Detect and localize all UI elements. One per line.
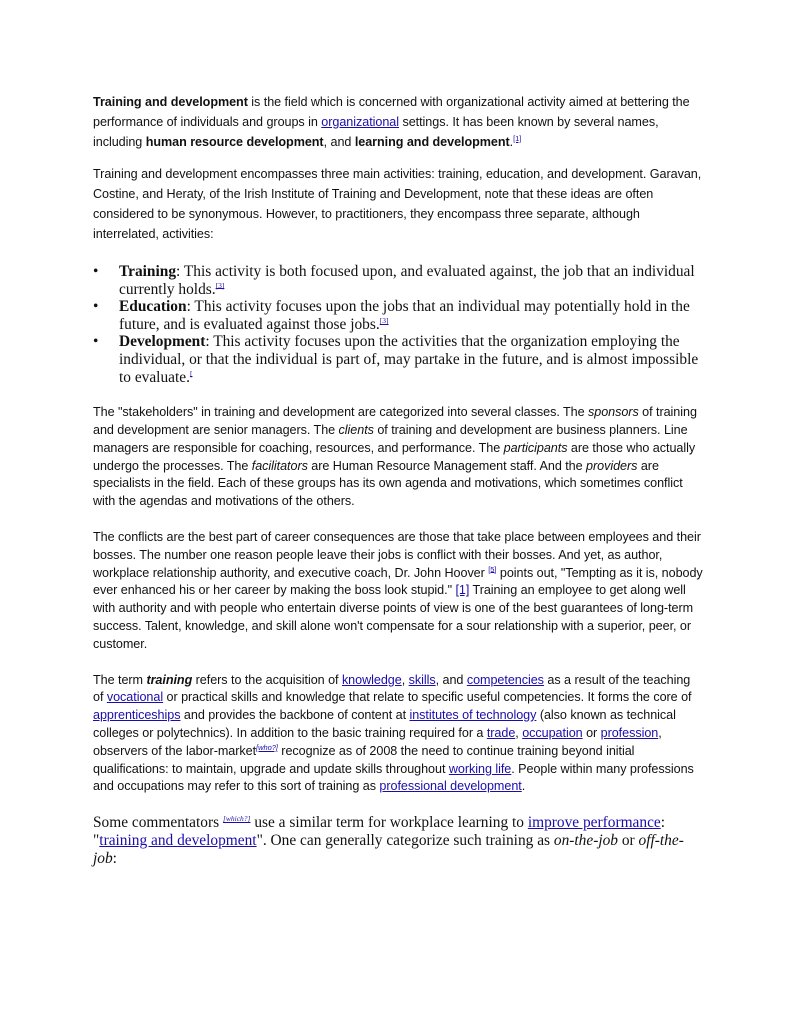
training-term-text-7: (also known as technical colleges or polytechnics). In addition to the basic training required for a bbox=[93, 708, 676, 740]
stakeholders-text-4: are Human Resource Management staff. And the bbox=[307, 458, 587, 473]
citation-1-inline[interactable]: [1] bbox=[455, 583, 470, 598]
link-trade[interactable]: trade bbox=[486, 725, 516, 740]
term-providers: providers bbox=[586, 458, 638, 473]
list-item-training bbox=[93, 263, 703, 298]
bullet-icon: • bbox=[93, 298, 99, 316]
term-learning-and-development: learning and development bbox=[354, 135, 510, 149]
stakeholders-text-1: of training and development are senior managers. The bbox=[93, 405, 697, 437]
conflicts-text-1: points out, "Tempting as it is, nobody ever enhanced his or her career by making the boss look stupid." bbox=[93, 565, 703, 598]
activities-list bbox=[93, 263, 703, 386]
link-organizational[interactable]: organizational bbox=[321, 115, 399, 129]
training-term-text-12: . People within many professions and occupations may refer to this sort of training as bbox=[93, 761, 694, 794]
commentators-text-2: : " bbox=[93, 814, 666, 850]
commentators-text-3: ". One can generally categorize such training as bbox=[256, 832, 554, 850]
term-hrd: human resource development bbox=[145, 135, 324, 149]
stakeholders-text-5: are specialists in the field. Each of these groups has its own agenda and motivations, which sometimes conflict with the agendas and motivations of the others. bbox=[93, 458, 683, 509]
link-profession[interactable]: profession bbox=[600, 725, 659, 740]
link-professional-development[interactable]: professional development bbox=[379, 779, 522, 794]
term-development: Development bbox=[119, 333, 206, 351]
link-working-life[interactable]: working life bbox=[448, 761, 512, 776]
training-term-text-8: , bbox=[515, 725, 523, 740]
intro-text-4: . bbox=[509, 135, 514, 149]
training-term-text-11: recognize as of 2008 the need to continue training beyond initial qualifications: to maintain, upgrade and update skills throughout bbox=[93, 743, 635, 776]
citation-3[interactable]: [3] bbox=[379, 315, 389, 325]
list-item-development bbox=[93, 333, 703, 386]
training-term-text-6: and provides the backbone of content at bbox=[180, 708, 410, 723]
bullet-icon: • bbox=[93, 263, 99, 280]
training-term-text-1: refers to the acquisition of bbox=[192, 672, 342, 687]
conflicts-text-2: Training an employee to get along well with authority and with people who entertain diverse points of view is one of the best guarantees of long-term success. Talent, knowledge, and skill alone won't compensate for a sour relationship with a superior, peer, or customer. bbox=[93, 583, 694, 651]
citation-who[interactable]: [who?] bbox=[256, 742, 278, 752]
stakeholders-paragraph bbox=[93, 404, 703, 511]
stakeholders-text-2: of training and development are business planners. Line managers are responsible for coaching, resources, and performance. The bbox=[93, 422, 688, 455]
intro-text-2: settings. It has been known by several names, including bbox=[93, 115, 659, 149]
term-off-the-job: off-the-job bbox=[93, 832, 684, 868]
link-competencies[interactable]: competencies bbox=[466, 672, 544, 687]
link-apprenticeships[interactable]: apprenticeships bbox=[93, 708, 181, 723]
stakeholders-text-3: are those who actually undergo the processes. The bbox=[93, 440, 696, 473]
link-occupation[interactable]: occupation bbox=[522, 725, 583, 740]
stakeholders-text-0: The "stakeholders" in training and development are categorized into several classes. The bbox=[93, 405, 588, 420]
link-skills[interactable]: skills bbox=[408, 672, 436, 687]
link-institutes-of-technology[interactable]: institutes of technology bbox=[409, 708, 537, 723]
activities-paragraph: Training and development encompasses three main activities: training, education, and development. Garavan, Costine, and Heraty, of the Irish Institute of Training and Development, note that these ideas are often considered to be synonymous. However, to practitioners, they encompass three separate, although interrelated, activities: bbox=[93, 167, 702, 241]
list-item-education bbox=[93, 298, 703, 333]
term-sponsors: sponsors bbox=[588, 405, 639, 420]
link-improve-performance[interactable]: improve performance bbox=[527, 814, 661, 832]
citation-1[interactable]: [1] bbox=[513, 133, 522, 143]
term-on-the-job: on-the-job bbox=[553, 832, 618, 850]
conflicts-text-0: The conflicts are the best part of career consequences are those that take place between employees and their bosses. The number one reason people leave their jobs is conflict with their bosses. And yet, as author, workplace relationship authority, and executive coach, Dr. John Hoover bbox=[93, 529, 701, 580]
training-term-text-4: as a result of the teaching of bbox=[93, 672, 691, 705]
commentators-paragraph bbox=[93, 814, 703, 868]
link-vocational[interactable]: vocational bbox=[106, 690, 164, 705]
commentators-text-0: Some commentators bbox=[93, 814, 223, 832]
intro-paragraph bbox=[93, 92, 703, 152]
link-knowledge[interactable]: knowledge bbox=[341, 672, 402, 687]
training-term-text-9: or bbox=[582, 725, 601, 740]
citation-broken[interactable]: [ bbox=[189, 368, 193, 378]
conflicts-paragraph bbox=[93, 529, 703, 654]
term-participants: participants bbox=[503, 440, 568, 455]
intro-text-3: , and bbox=[323, 135, 355, 149]
term-training-bold-italic: training bbox=[146, 672, 193, 687]
training-term-text-13: . bbox=[521, 779, 526, 794]
commentators-text-4: or bbox=[618, 832, 639, 850]
term-facilitators: facilitators bbox=[251, 458, 308, 473]
link-training-and-development[interactable]: training and development bbox=[99, 832, 257, 850]
training-text: : This activity is both focused upon, and evaluated against, the job that an individual currently holds. bbox=[119, 263, 695, 298]
training-term-text-10: , observers of the labor-market bbox=[93, 725, 662, 758]
training-term-text-5: or practical skills and knowledge that relate to specific useful competencies. It forms the core of bbox=[163, 690, 692, 705]
commentators-text-1: use a similar term for workplace learning to bbox=[250, 814, 528, 832]
intro-text-1: is the field which is concerned with organizational activity aimed at bettering the performance of individuals and groups in bbox=[93, 95, 690, 129]
training-term-paragraph bbox=[93, 672, 703, 797]
commentators-text-5: : bbox=[112, 850, 117, 868]
term-training: Training bbox=[119, 263, 177, 280]
training-term-text-0: The term bbox=[93, 672, 147, 687]
education-text: : This activity focuses upon the jobs that an individual may potentially hold in the future, and is evaluated against those jobs. bbox=[119, 298, 690, 333]
citation-5[interactable]: [5] bbox=[488, 564, 497, 574]
term-training-and-development: Training and development bbox=[93, 95, 248, 109]
citation-which[interactable]: [which?] bbox=[222, 813, 251, 823]
citation-3[interactable]: [3] bbox=[215, 280, 225, 290]
term-clients: clients bbox=[338, 422, 374, 437]
development-text: : This activity focuses upon the activities that the organization employing the individual, or that the individual is part of, may partake in the future, and is almost impossible to evaluate. bbox=[119, 333, 699, 386]
term-education: Education bbox=[119, 298, 187, 316]
training-term-text-2: , bbox=[401, 672, 409, 687]
document-page bbox=[93, 92, 703, 868]
training-term-text-3: , and bbox=[435, 672, 467, 687]
bullet-icon: • bbox=[93, 333, 99, 351]
